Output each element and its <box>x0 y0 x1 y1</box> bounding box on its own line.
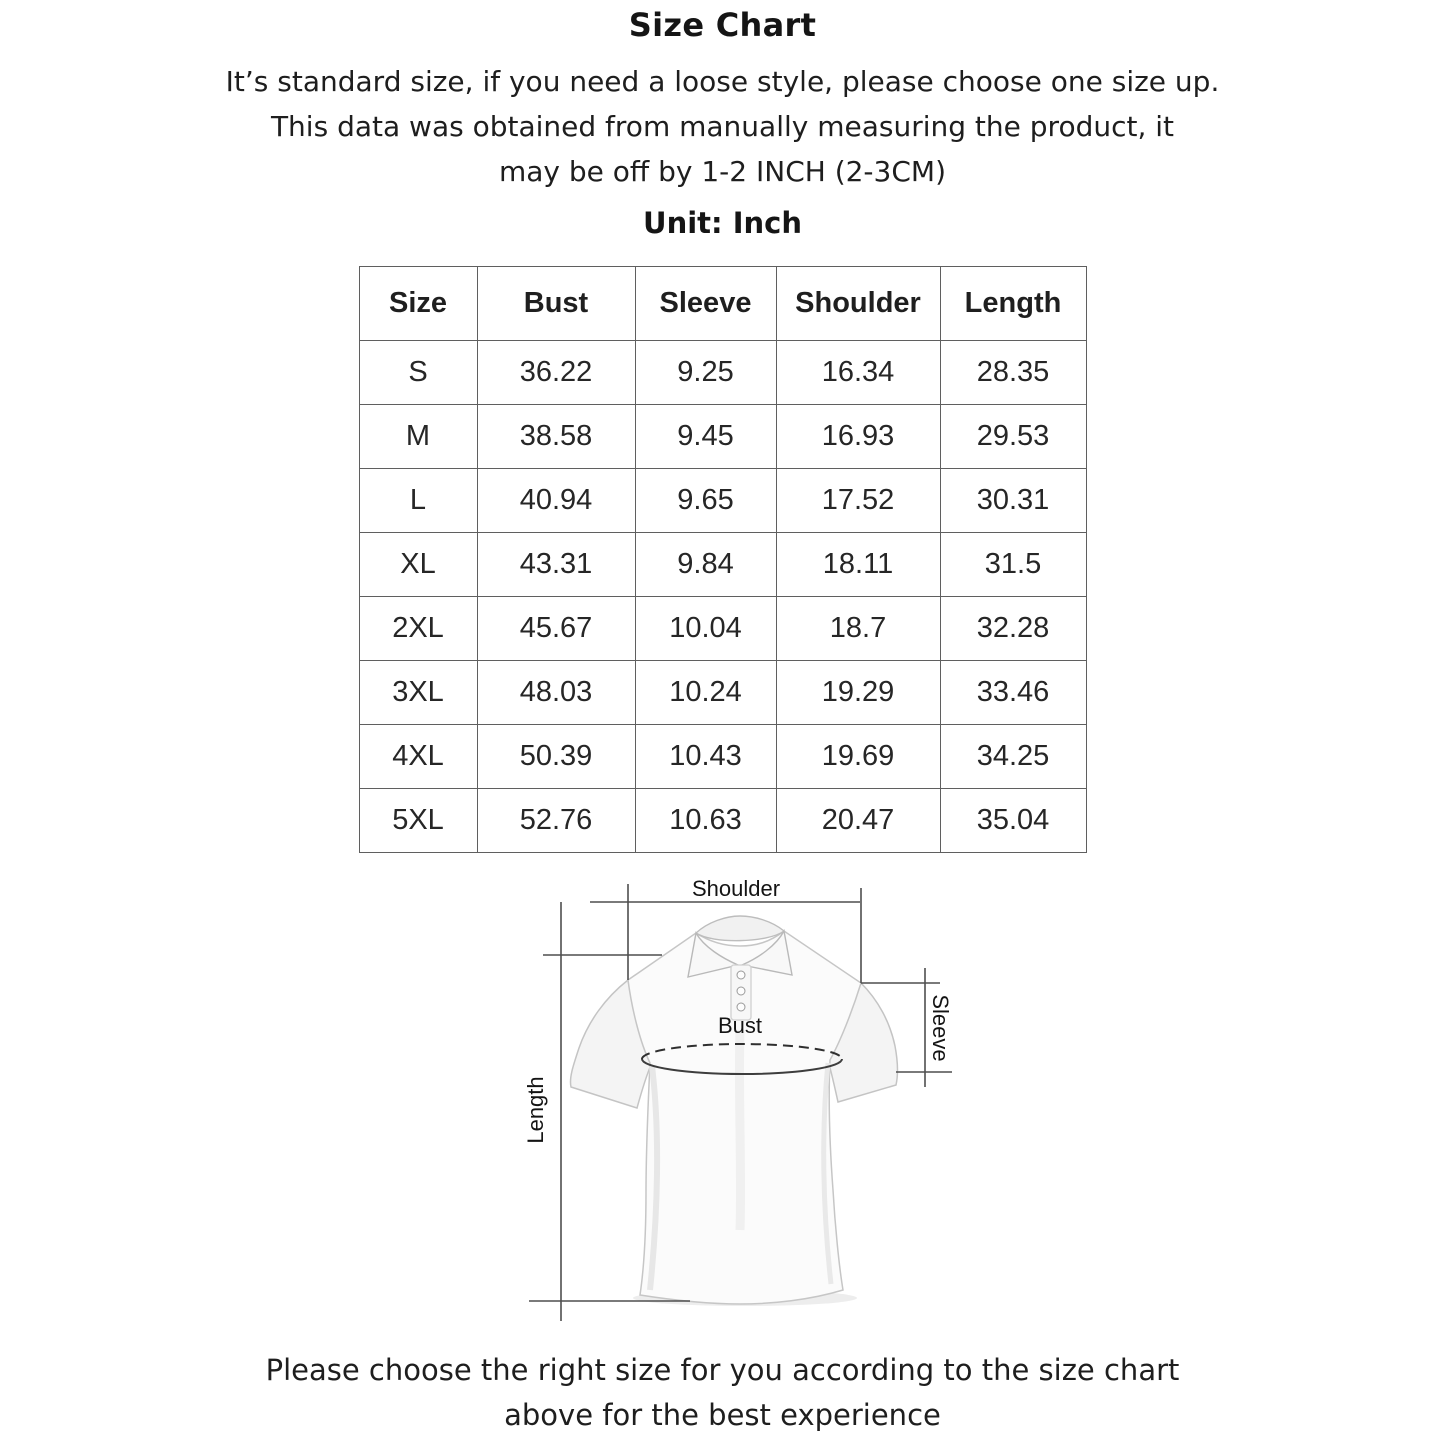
measurement-cell: 40.94 <box>477 469 635 533</box>
intro-line-3: may be off by 1-2 INCH (2-3CM) <box>498 155 946 188</box>
column-header-shoulder: Shoulder <box>776 267 940 341</box>
measurement-cell: 32.28 <box>940 597 1086 661</box>
size-cell: L <box>359 469 477 533</box>
measurement-cell: 43.31 <box>477 533 635 597</box>
table-row <box>359 405 1086 469</box>
size-cell: S <box>359 341 477 405</box>
measurement-cell: 36.22 <box>477 341 635 405</box>
polo-shirt-illustration <box>500 870 980 1340</box>
footer-line-2: above for the best experience <box>504 1398 941 1432</box>
measurement-cell: 18.11 <box>776 533 940 597</box>
size-cell: 4XL <box>359 725 477 789</box>
size-cell: 2XL <box>359 597 477 661</box>
measurement-cell: 33.46 <box>940 661 1086 725</box>
button-1 <box>737 971 745 979</box>
measurement-cell: 9.25 <box>635 341 776 405</box>
measurement-cell: 52.76 <box>477 789 635 853</box>
measurement-cell: 19.69 <box>776 725 940 789</box>
unit-label: Unit: Inch <box>643 206 802 240</box>
measurement-cell: 9.65 <box>635 469 776 533</box>
table-header-row <box>359 267 1086 341</box>
measurement-cell: 16.93 <box>776 405 940 469</box>
bust-label: Bust <box>717 1013 763 1038</box>
measurement-cell: 30.31 <box>940 469 1086 533</box>
intro-text <box>0 59 1445 194</box>
shoulder-label: Shoulder <box>691 876 781 901</box>
table-row <box>359 597 1086 661</box>
measurement-cell: 35.04 <box>940 789 1086 853</box>
collar-band <box>696 916 784 941</box>
size-cell: M <box>359 405 477 469</box>
measurement-cell: 9.45 <box>635 405 776 469</box>
table-body <box>359 341 1086 853</box>
button-3 <box>737 1003 745 1011</box>
measurement-cell: 9.84 <box>635 533 776 597</box>
table-row <box>359 341 1086 405</box>
measurement-cell: 10.43 <box>635 725 776 789</box>
size-cell: 5XL <box>359 789 477 853</box>
size-cell: XL <box>359 533 477 597</box>
measurement-cell: 20.47 <box>776 789 940 853</box>
table-row <box>359 661 1086 725</box>
table-row <box>359 533 1086 597</box>
footer-line-1: Please choose the right size for you according to the size chart <box>265 1353 1180 1387</box>
column-header-bust: Bust <box>477 267 635 341</box>
measurement-cell: 18.7 <box>776 597 940 661</box>
table-row <box>359 469 1086 533</box>
measurement-cell: 19.29 <box>776 661 940 725</box>
page-title: Size Chart <box>628 6 817 44</box>
measurement-cell: 38.58 <box>477 405 635 469</box>
measurement-cell: 29.53 <box>940 405 1086 469</box>
column-header-length: Length <box>940 267 1086 341</box>
measurement-cell: 17.52 <box>776 469 940 533</box>
measurement-cell: 10.24 <box>635 661 776 725</box>
sleeve-label: Sleeve <box>928 994 953 1062</box>
column-header-sleeve: Sleeve <box>635 267 776 341</box>
fold-shade-center <box>739 1030 740 1230</box>
measurement-cell: 10.04 <box>635 597 776 661</box>
measurement-cell: 31.5 <box>940 533 1086 597</box>
column-header-size: Size <box>359 267 477 341</box>
measurement-cell: 16.34 <box>776 341 940 405</box>
size-cell: 3XL <box>359 661 477 725</box>
measurement-cell: 34.25 <box>940 725 1086 789</box>
measurement-cell: 50.39 <box>477 725 635 789</box>
measurement-cell: 28.35 <box>940 341 1086 405</box>
table-row <box>359 725 1086 789</box>
intro-line-2: This data was obtained from manually measuring the product, it <box>270 110 1175 143</box>
intro-line-1: It’s standard size, if you need a loose style, please choose one size up. <box>225 65 1220 98</box>
measurement-cell: 48.03 <box>477 661 635 725</box>
size-table <box>359 266 1087 853</box>
measurement-cell: 10.63 <box>635 789 776 853</box>
table-row <box>359 789 1086 853</box>
footer-note <box>0 1348 1445 1438</box>
length-label: Length <box>523 1076 548 1144</box>
button-2 <box>737 987 745 995</box>
measurement-cell: 45.67 <box>477 597 635 661</box>
size-table-container <box>0 266 1445 853</box>
shirt-measurement-diagram <box>500 870 980 1340</box>
